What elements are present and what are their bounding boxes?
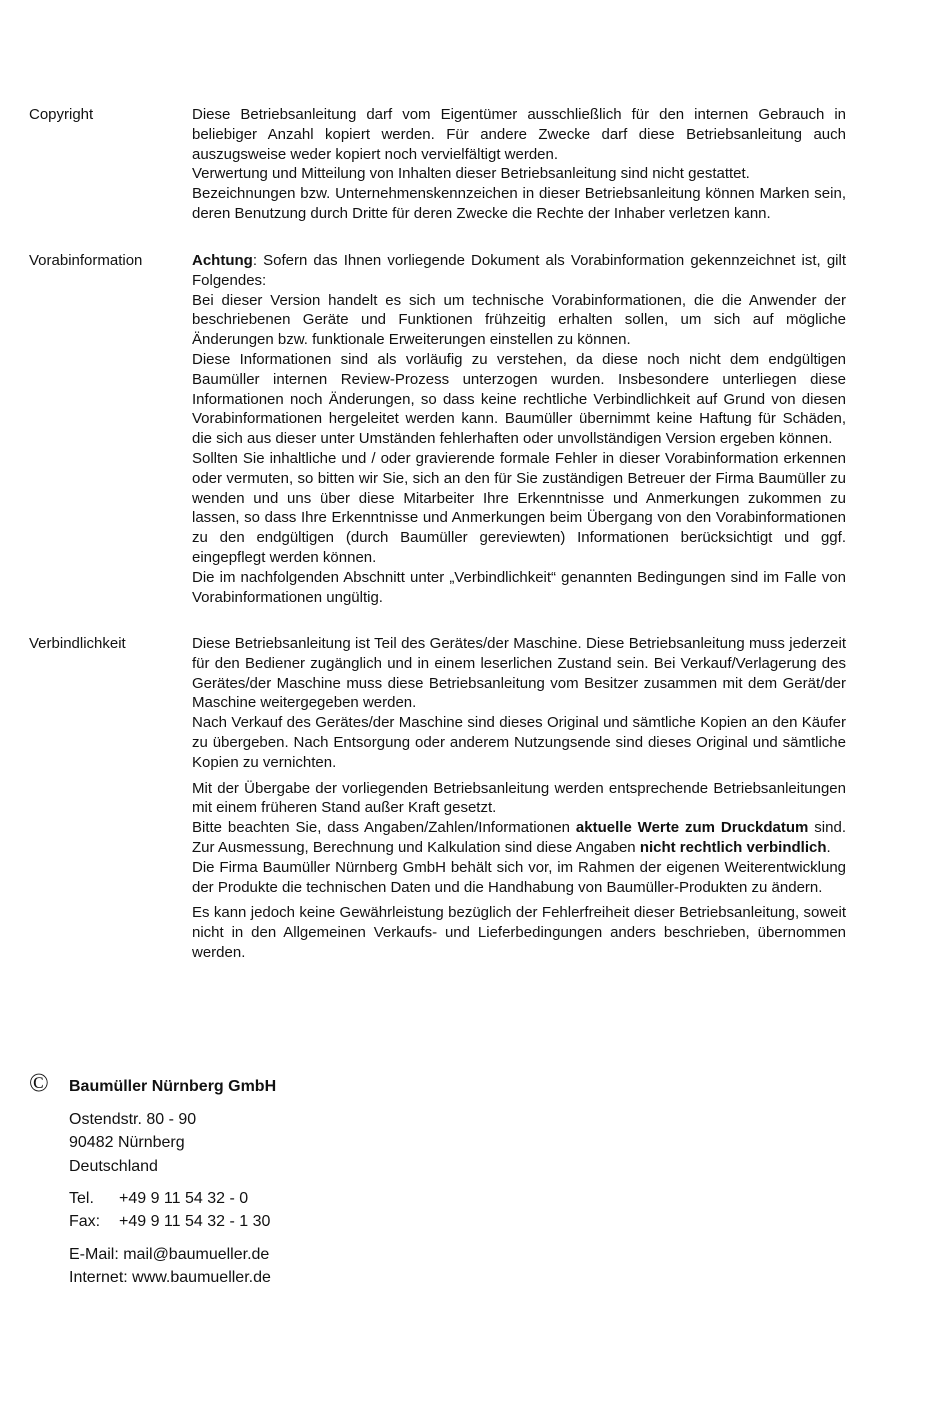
address-city: 90482 Nürnberg <box>69 1134 185 1151</box>
verbindlichkeit-label: Verbindlichkeit <box>29 635 126 652</box>
copyright-label: Copyright <box>29 106 94 123</box>
company-name: Baumüller Nürnberg GmbH <box>69 1078 277 1095</box>
phone-label: Tel. <box>69 1190 94 1207</box>
attention-word: Achtung <box>192 252 253 269</box>
vorabinformation-paragraph: Diese Informationen sind als vorläufig zu verstehen, da diese noch nicht dem endgültigen Baumüller internen Review-Prozess unterzogen wurden. Insbesondere unterliegen diese Informationen noch Änderungen, so dass keine rechtliche Verbindlichkeit auf Grund von diesen Vorabinformationen hergeleitet werden kann. Baumüller übernimmt keine Haftung für Schäden, die sich aus dieser unter Umständen fehlerhaften oder unvollständigen Version ergeben können. <box>192 350 846 448</box>
vorabinformation-paragraph: Bei dieser Version handelt es sich um technische Vorabinformationen, die die Anwender der beschriebenen Geräte und Funktionen frühzeitig erhalten sollen, um sich auf mögliche Änderungen bzw. funktionale Erweiterungen einstellen zu können. <box>192 291 846 349</box>
text-run: sind. Zur Ausmessung, Berechnung und Kalkulation sind diese Angaben <box>192 819 846 856</box>
vorabinformation-text <box>192 251 846 607</box>
fax-row <box>69 1210 270 1234</box>
fax-label: Fax: <box>69 1213 101 1230</box>
verbindlichkeit-paragraph <box>192 818 846 858</box>
verbindlichkeit-paragraph: Nach Verkauf des Gerätes/der Maschine sind dieses Original und sämtliche Kopien an den Käufer zu übergeben. Nach Entsorgung oder anderem Nutzungsende sind dieses Original und sämtliche Kopien zu vernichten. <box>192 714 846 771</box>
address-street: Ostendstr. 80 - 90 <box>69 1111 197 1128</box>
bold-run: nicht rechtlich verbindlich <box>639 838 827 856</box>
fax-number: +49 9 11 54 32 - 1 30 <box>119 1213 271 1230</box>
bold-run: aktuelle Werte zum Druckdatum <box>575 819 809 837</box>
vorabinformation-label: Vorabinformation <box>29 252 143 269</box>
vorabinformation-paragraph: Die im nachfolgenden Abschnitt unter „Verbindlichkeit“ genannten Bedingungen sind im Falle von Vorabinformationen ungültig. <box>192 568 846 606</box>
verbindlichkeit-paragraph: Diese Betriebsanleitung ist Teil des Gerätes/der Maschine. Diese Betriebsanleitung muss jederzeit für den Bediener zugänglich und in einem leserlichen Zustand sein. Bei Verkauf/Verlagerung des Gerätes/der Maschine muss diese Betriebsanleitung vom Besitzer zusammen mit dem Gerät/der Maschine weitergegeben werden. <box>192 635 846 712</box>
phone-row <box>69 1187 248 1211</box>
copyright-icon: © <box>29 1068 49 1097</box>
verbindlichkeit-paragraph: Die Firma Baumüller Nürnberg GmbH behält sich vor, im Rahmen der eigenen Weiterentwicklung der Produkte die technischen Daten und die Handhabung von Baumüller-Produkten zu ändern. <box>192 858 846 896</box>
address-country: Deutschland <box>69 1158 158 1175</box>
attention-text: : Sofern das Ihnen vorliegende Dokument als Vorabinformation gekennzeichnet ist, gilt Folgendes: <box>192 252 846 289</box>
website-line: Internet: www.baumueller.de <box>69 1269 271 1286</box>
copyright-section <box>29 105 846 224</box>
copyright-paragraph: Diese Betriebsanleitung darf vom Eigentümer ausschließlich für den internen Gebrauch in beliebiger Anzahl kopiert werden. Für andere Zwecke darf diese Betriebsanleitung auch auszugsweise weder kopiert noch vervielfältigt werden. <box>192 106 846 163</box>
text-run: . <box>826 838 831 856</box>
verbindlichkeit-paragraph: Es kann jedoch keine Gewährleistung bezüglich der Fehlerfreiheit dieser Betriebsanleitung, soweit nicht in den Allgemeinen Verkaufs- und Lieferbedingungen anders beschrieben, übernommen werden. <box>192 904 846 961</box>
email-line: E-Mail: mail@baumueller.de <box>69 1246 270 1263</box>
vorabinformation-section <box>29 251 846 607</box>
text-run: Bitte beachten Sie, dass Angaben/Zahlen/Informationen <box>192 819 576 837</box>
vorabinformation-paragraph: Sollten Sie inhaltliche und / oder gravierende formale Fehler in dieser Vorabinformation erkennen oder vermuten, so bitten wir Sie, sich an den für Sie zuständigen Betreuer der Firma Baumüller zu wenden und uns über diese Mitarbeiter Ihre Erkenntnisse und Anmerkungen zukommen zu lassen, so dass Ihre Erkenntnisse und Anmerkungen beim Übergang von den Vorabinformationen zu den endgültigen (durch Baumüller gereviewten) Informationen berücksichtigt und ggf. eingepflegt werden können. <box>192 449 846 566</box>
copyright-text <box>192 105 846 224</box>
phone-number: +49 9 11 54 32 - 0 <box>119 1190 249 1207</box>
verbindlichkeit-paragraph: Mit der Übergabe der vorliegenden Betriebsanleitung werden entsprechende Betriebsanleitungen mit einem früheren Stand außer Kraft gesetzt. <box>192 779 846 817</box>
verbindlichkeit-text <box>192 634 846 963</box>
copyright-paragraph: Verwertung und Mitteilung von Inhalten dieser Betriebsanleitung sind nicht gestattet. <box>192 165 750 183</box>
verbindlichkeit-section <box>29 634 846 963</box>
copyright-paragraph: Bezeichnungen bzw. Unternehmenskennzeichen in dieser Betriebsanleitung können Marken sein, deren Benutzung durch Dritte für deren Zwecke die Rechte der Inhaber verletzen kann. <box>192 185 846 222</box>
vorabinformation-paragraph <box>192 251 846 291</box>
